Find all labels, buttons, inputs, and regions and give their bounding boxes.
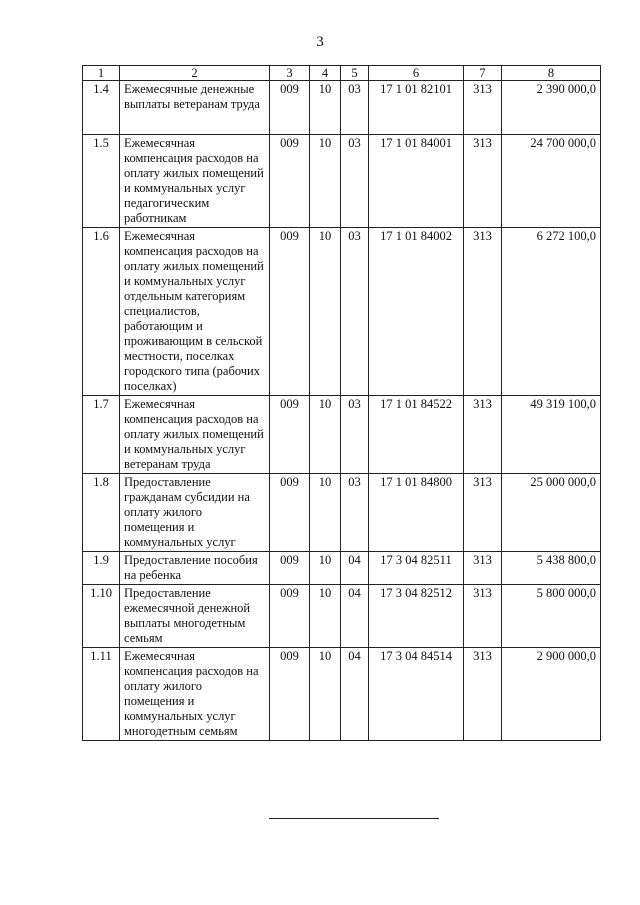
row-name: Предоставление пособия на ребенка <box>120 552 270 585</box>
section-code: 10 <box>310 135 341 228</box>
expense-type-code: 313 <box>464 81 502 135</box>
row-number: 1.11 <box>83 648 120 741</box>
subsection-code: 03 <box>341 228 369 396</box>
row-number: 1.8 <box>83 474 120 552</box>
section-code: 10 <box>310 648 341 741</box>
target-article-code: 17 3 04 82512 <box>369 585 464 648</box>
target-article-code: 17 1 01 84800 <box>369 474 464 552</box>
ministry-code: 009 <box>270 81 310 135</box>
header-cell: 8 <box>502 66 601 81</box>
ministry-code: 009 <box>270 585 310 648</box>
ministry-code: 009 <box>270 396 310 474</box>
row-name: Ежемесячная компенсация расходов на оплату жилых помещений и коммунальных услуг отдельным категориям специалистов, работающим и проживающим в сельской местности, поселках городского типа (рабочих поселках) <box>120 228 270 396</box>
row-number: 1.4 <box>83 81 120 135</box>
expense-type-code: 313 <box>464 396 502 474</box>
ministry-code: 009 <box>270 228 310 396</box>
table-header-row <box>83 66 601 81</box>
amount: 2 390 000,0 <box>502 81 601 135</box>
subsection-code: 04 <box>341 648 369 741</box>
subsection-code: 04 <box>341 585 369 648</box>
table-row <box>83 585 601 648</box>
row-name: Ежемесячная компенсация расходов на оплату жилого помещения и коммунальных услуг многодетным семьям <box>120 648 270 741</box>
header-cell: 5 <box>341 66 369 81</box>
table-row <box>83 81 601 135</box>
section-code: 10 <box>310 585 341 648</box>
ministry-code: 009 <box>270 552 310 585</box>
ministry-code: 009 <box>270 648 310 741</box>
signature-line <box>269 818 439 819</box>
section-code: 10 <box>310 396 341 474</box>
row-name: Предоставление ежемесячной денежной выплаты многодетным семьям <box>120 585 270 648</box>
row-number: 1.7 <box>83 396 120 474</box>
target-article-code: 17 1 01 84001 <box>369 135 464 228</box>
subsection-code: 03 <box>341 135 369 228</box>
row-name: Ежемесячная компенсация расходов на оплату жилых помещений и коммунальных услуг ветеранам труда <box>120 396 270 474</box>
section-code: 10 <box>310 228 341 396</box>
target-article-code: 17 1 01 84002 <box>369 228 464 396</box>
amount: 49 319 100,0 <box>502 396 601 474</box>
amount: 5 438 800,0 <box>502 552 601 585</box>
expense-type-code: 313 <box>464 474 502 552</box>
table-row <box>83 135 601 228</box>
row-name: Ежемесячные денежные выплаты ветеранам труда <box>120 81 270 135</box>
subsection-code: 03 <box>341 474 369 552</box>
row-number: 1.5 <box>83 135 120 228</box>
target-article-code: 17 3 04 82511 <box>369 552 464 585</box>
table-row <box>83 648 601 741</box>
target-article-code: 17 3 04 84514 <box>369 648 464 741</box>
row-number: 1.9 <box>83 552 120 585</box>
amount: 6 272 100,0 <box>502 228 601 396</box>
row-number: 1.10 <box>83 585 120 648</box>
target-article-code: 17 1 01 84522 <box>369 396 464 474</box>
table-row <box>83 228 601 396</box>
section-code: 10 <box>310 474 341 552</box>
subsection-code: 03 <box>341 396 369 474</box>
page-number: 3 <box>316 34 324 50</box>
budget-table <box>82 65 601 741</box>
row-name: Ежемесячная компенсация расходов на оплату жилых помещений и коммунальных услуг педагогическим работникам <box>120 135 270 228</box>
section-code: 10 <box>310 81 341 135</box>
subsection-code: 03 <box>341 81 369 135</box>
expense-type-code: 313 <box>464 135 502 228</box>
expense-type-code: 313 <box>464 228 502 396</box>
amount: 5 800 000,0 <box>502 585 601 648</box>
ministry-code: 009 <box>270 474 310 552</box>
ministry-code: 009 <box>270 135 310 228</box>
amount: 25 000 000,0 <box>502 474 601 552</box>
header-cell: 1 <box>83 66 120 81</box>
amount: 24 700 000,0 <box>502 135 601 228</box>
table-row <box>83 396 601 474</box>
subsection-code: 04 <box>341 552 369 585</box>
header-cell: 3 <box>270 66 310 81</box>
amount: 2 900 000,0 <box>502 648 601 741</box>
section-code: 10 <box>310 552 341 585</box>
expense-type-code: 313 <box>464 552 502 585</box>
target-article-code: 17 1 01 82101 <box>369 81 464 135</box>
row-number: 1.6 <box>83 228 120 396</box>
expense-type-code: 313 <box>464 648 502 741</box>
header-cell: 6 <box>369 66 464 81</box>
header-cell: 4 <box>310 66 341 81</box>
header-cell: 7 <box>464 66 502 81</box>
table-row <box>83 552 601 585</box>
row-name: Предоставление гражданам субсидии на оплату жилого помещения и коммунальных услуг <box>120 474 270 552</box>
expense-type-code: 313 <box>464 585 502 648</box>
table-row <box>83 474 601 552</box>
header-cell: 2 <box>120 66 270 81</box>
